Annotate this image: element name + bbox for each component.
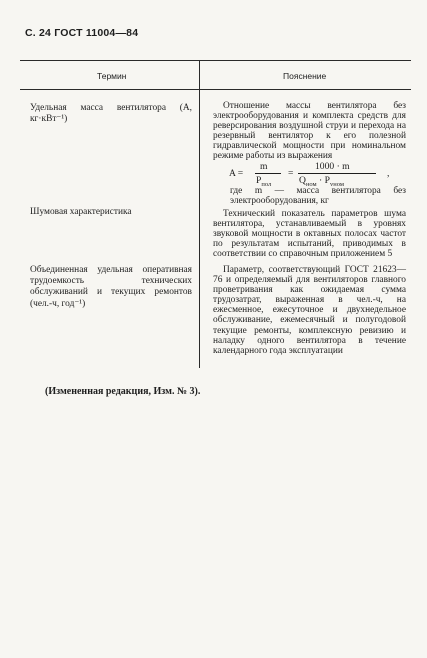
formula-where-clause: где m — масса вентилятора без электрооборудования, кг: [230, 186, 406, 207]
formula-eq2: =: [288, 168, 294, 179]
page-header: С. 24 ГОСТ 11004—84: [25, 27, 139, 39]
formula-num1: m: [260, 161, 268, 172]
formula-num2: 1000 · m: [315, 161, 350, 172]
formula-fraction-line-1: [255, 173, 281, 174]
term-specific-mass: Удельная масса вентилятора (А, кг·кВт⁻¹): [30, 103, 192, 125]
table-column-divider: [199, 60, 200, 368]
formula-fraction-line-2: [298, 173, 376, 174]
column-header-term: Термин: [97, 71, 127, 81]
table-top-rule: [20, 60, 411, 61]
explanation-specific-mass: Отношение массы вентилятора без электрооборудования и комплекта средств для реверсирования воздушной струи и перехода на резервный вентилятор к его полезной гидравлической мощности при номинальном режиме работы из выражения: [213, 101, 406, 162]
explanation-noise-characteristic: Технический показатель параметров шума вентилятора, устанавливаемый в уровнях звуковой мощности в октавных полосах частот по результатам испытаний, приводимых в соответствии со справочным приложением 5: [213, 209, 406, 260]
amendment-note: (Измененная редакция, Изм. № 3).: [45, 386, 201, 397]
formula-den2: $Q_{ном} \cdot P_{vном}$: [299, 175, 344, 188]
term-labor-intensity: Объединенная удельная оперативная трудоемкость технических обслуживаний и текущих ремонтов (чел.-ч, год⁻¹): [30, 265, 192, 309]
formula-tail: ,: [387, 168, 390, 179]
formula-den1: $P_{пол}$: [256, 175, 272, 188]
term-noise-characteristic: Шумовая характеристика: [30, 207, 132, 217]
formula-lhs: A =: [229, 168, 244, 179]
explanation-labor-intensity: Параметр, соответствующий ГОСТ 21623—76 и определяемый для вентиляторов главного проветривания как ожидаемая сумма трудозатрат, выраженная в чел.-ч, на ежесменное, ежесуточное и двухнедельное обслуживание, ежемесячный и полугодовой текущие ремонты, комплексную ревизию и наладку одного вентилятора в течение календарного года эксплуатации: [213, 265, 406, 356]
table-header-rule: [20, 89, 411, 90]
column-header-explanation: Пояснение: [283, 71, 327, 81]
